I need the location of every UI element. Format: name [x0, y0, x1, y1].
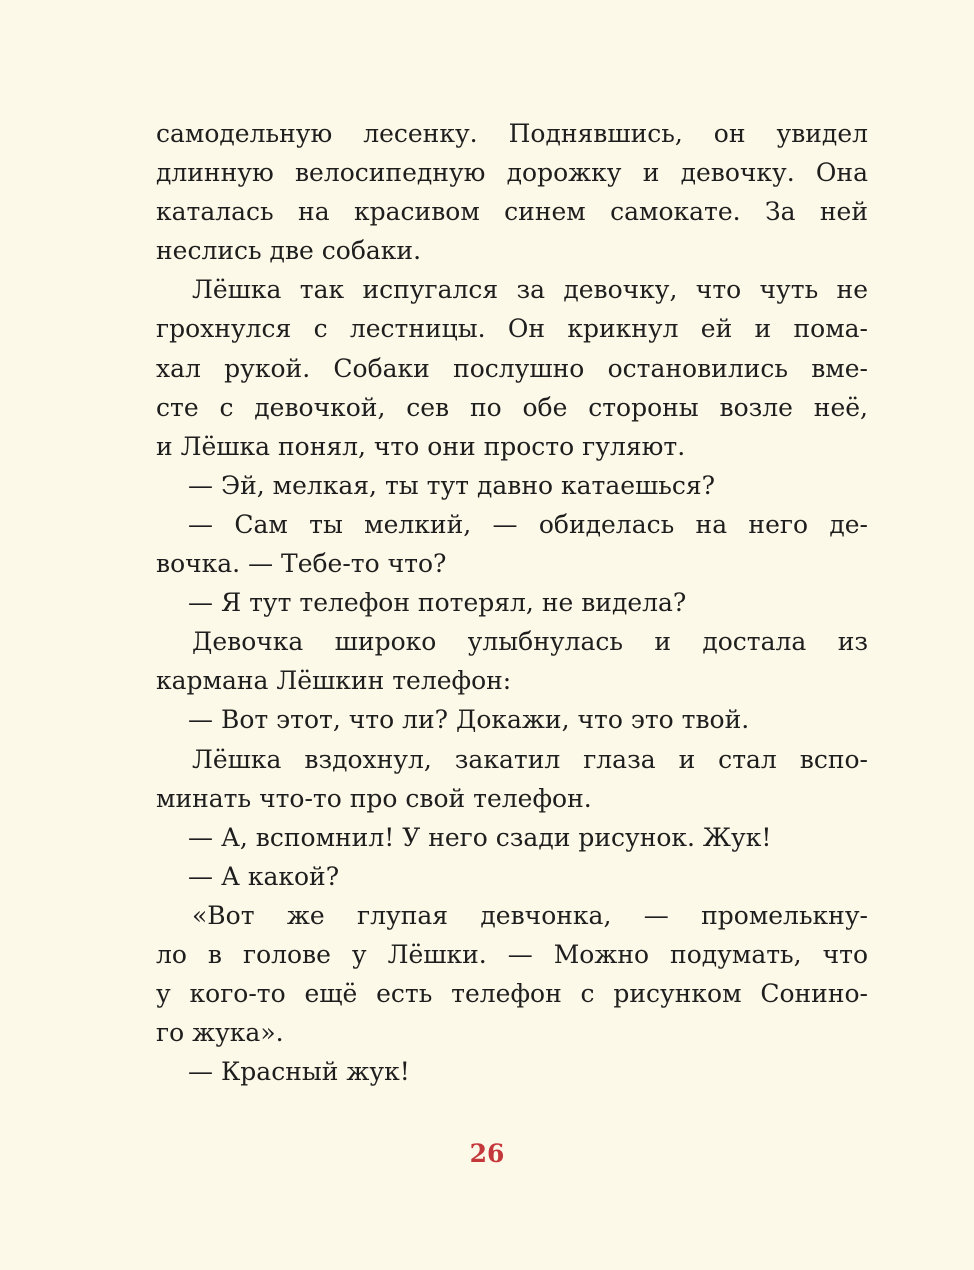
text-line: Девочка широко улыбнулась и достала из [192, 627, 868, 657]
text-line: — Красный жук! [188, 1057, 410, 1087]
text-line: неслись две собаки. [156, 236, 422, 266]
text-line: — Эй, мелкая, ты тут давно катаешься? [188, 470, 716, 500]
text-line: — А какой? [188, 861, 340, 891]
text-line: сте с девочкой, сев по обе стороны возле неё, [156, 392, 868, 422]
text-line: минать что-то про свой телефон. [156, 783, 592, 813]
text-line: — Сам ты мелкий, — обиделась на него де- [188, 509, 868, 539]
text-line: каталась на красивом синем самокате. За ней [156, 197, 868, 227]
text-line: хал рукой. Собаки послушно остановились вме- [156, 353, 868, 383]
text-line: самодельную лесенку. Поднявшись, он увидел [156, 119, 868, 148]
text-line: Лёшка так испугался за девочку, что чуть не [192, 275, 868, 305]
text-line: длинную велосипедную дорожку и девочку. Она [156, 158, 868, 188]
body-text [156, 114, 868, 1091]
text-line: вочка. — Тебе-то что? [156, 549, 447, 579]
text-line: го жука». [156, 1018, 284, 1048]
text-line: — Вот этот, что ли? Докажи, что это твой. [188, 705, 750, 735]
text-line: — Я тут телефон потерял, не видела? [188, 588, 687, 618]
text-line: и Лёшка понял, что они просто гуляют. [156, 431, 686, 461]
text-line: кармана Лёшкин телефон: [156, 666, 512, 696]
text-line: — А, вспомнил! У него сзади рисунок. Жук! [188, 822, 772, 852]
text-line: грохнулся с лестницы. Он крикнул ей и пома- [156, 314, 868, 344]
text-line: ло в голове у Лёшки. — Можно подумать, что [156, 939, 868, 969]
text-line: Лёшка вздохнул, закатил глаза и стал вспо- [192, 744, 868, 774]
text-line: «Вот же глупая девчонка, — промелькну- [192, 900, 868, 930]
page-number: 26 [469, 1139, 505, 1168]
text-line: у кого-то ещё есть телефон с рисунком Сонино- [156, 979, 868, 1009]
